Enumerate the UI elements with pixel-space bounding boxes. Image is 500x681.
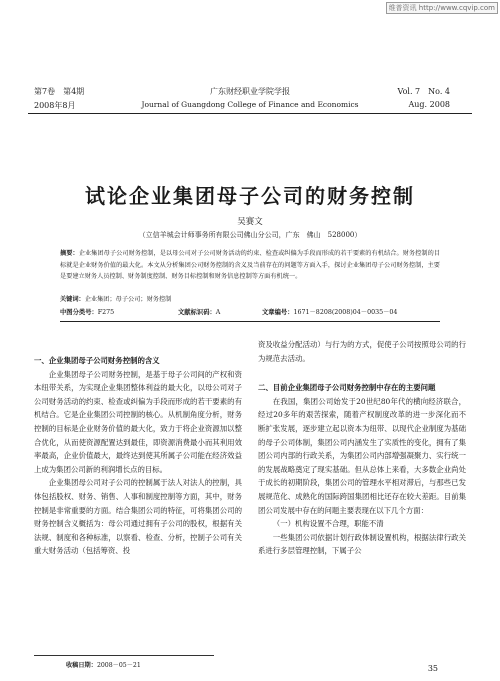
clc-label: 中图分类号： — [60, 309, 98, 316]
received-value: 2008－05－21 — [96, 662, 141, 669]
doccode-label: 文献标识码： — [178, 309, 216, 316]
header-date: 2008年8月 — [34, 101, 76, 110]
header-volume-issue: 第7卷 第4期 — [34, 87, 85, 96]
keywords — [60, 294, 440, 303]
paragraph: 企业集团母公司对子公司的控制属于法人对法人的控制，具体包括股权、财务、销售、人事和制度控制等方面，其中，财务控制是非常重要的方面。结合集团公司的特征，可将集团公司的财务控制含义概括为：母公司通过拥有子公司的股权，根据有关法规、制度和各种标准，以察看、检查、分析，控制子公司有关重大财务活动（包括筹资、投 — [34, 478, 242, 556]
header-date-en: Aug. 2008 — [408, 100, 450, 109]
doccode-value: A — [215, 309, 221, 316]
paragraph: 资及收益分配活动）与行为的方式，促使子公司按照母公司的行为规范去活动。 — [258, 340, 466, 363]
article-affiliation: （立信羊城会计师事务所有限公司佛山分公司，广东 佛山 528000） — [138, 231, 362, 239]
paragraph: 一些集团公司依据计划行政体制设置机构，根据法律行政关系进行多层管理控制，下属子公 — [258, 532, 466, 556]
keywords-text: 企业集团；母子公司；财务控制 — [84, 296, 172, 303]
document-code — [178, 307, 220, 316]
left-column — [34, 354, 242, 558]
abstract-rule — [60, 321, 440, 322]
header-rule — [28, 113, 472, 114]
header-volume-en: Vol. 7 No. 4 — [397, 87, 450, 96]
right-column — [258, 338, 466, 558]
header-journal-cn: 广东财经职业学院学报 — [210, 87, 290, 96]
section-heading-1: 一、企业集团母子公司财务控制的含义 — [34, 356, 160, 365]
article-number — [262, 307, 397, 316]
received-date — [66, 660, 141, 669]
classification-number — [60, 307, 114, 316]
article-no-value: 1671－8208(2008)04－0035－04 — [293, 309, 398, 316]
paragraph: 企业集团母子公司财务控制，是基于母子公司间的产权和资本纽带关系，为实现企业集团整体利益的最大化，以母公司对子公司财务活动的约束、检查或纠偏为手段而形成的若干要素的有机结合。它是企业集团公司控制的核心。从机制角度分析，财务控制的目标是企业财务价值的最大化，致力于将企业资源加以整合优化，从而使资源配置达到最佳，即资源消费最小而其利用效率最高，企业价值最大，最终达到使其所属子公司能在经济效益上成为集团公司新的利润增长点的目标。 — [34, 369, 242, 474]
subsection-heading: （一）机构设置不合理，职能不清 — [272, 519, 384, 529]
abstract-text: 企业集团母子公司财务控制，是以母公司对子公司财务活动的约束、检查或纠偏为手段而形成的若干要素的有机结合。财务控制的目标就是企业财务价值的最大化。本文从分析集团公司财务控制的含义及当前存在的问题等方面入手，探讨企业集团母子公司财务控制，主要是要建立财务人员控制、财务制度控制、财务目标控制和财务信息控制等方面有机统一。 — [60, 250, 441, 281]
page-number: 35 — [427, 664, 438, 673]
article-no-label: 文章编号： — [262, 309, 294, 316]
abstract-label: 摘要： — [60, 250, 79, 257]
received-label: 收稿日期： — [66, 662, 97, 669]
abstract — [60, 248, 440, 283]
source-watermark-stamp: 维普资讯 http://www.cqvip.com — [386, 2, 498, 14]
paragraph: 在我国，集团公司始发于20世纪80年代的横向经济联合，经过20多年的艰苦探索，随着产权制度改革的进一步深化而不断扩张发展，逐步建立起以资本为纽带、以现代企业制度为基础的母子公司体制，集团公司内涵发生了实质性的变化，拥有了集团公司内部的行政关系，为集团公司内部增强凝聚力、实行统一的发展战略奠定了现实基础。但从总体上来看，大多数企业尚处于成长的初期阶段，集团公司的管理水平相对滞后，与那些已发展规范化、成熟化的国际跨国集团相比还存在较大差距。目前集团公司发展中存在的问题主要表现在以下几个方面： — [258, 396, 466, 515]
keywords-label: 关键词： — [60, 296, 85, 303]
footnote-rule — [34, 655, 214, 656]
header-journal-en: Journal of Guangdong College of Finance and Economics — [141, 100, 359, 109]
article-title: 试论企业集团母子公司的财务控制 — [85, 184, 415, 208]
section-heading-2: 二、目前企业集团母子公司财务控制中存在的主要问题 — [258, 383, 436, 393]
article-author: 吴赛文 — [237, 217, 263, 227]
clc-value: F275 — [97, 309, 115, 316]
